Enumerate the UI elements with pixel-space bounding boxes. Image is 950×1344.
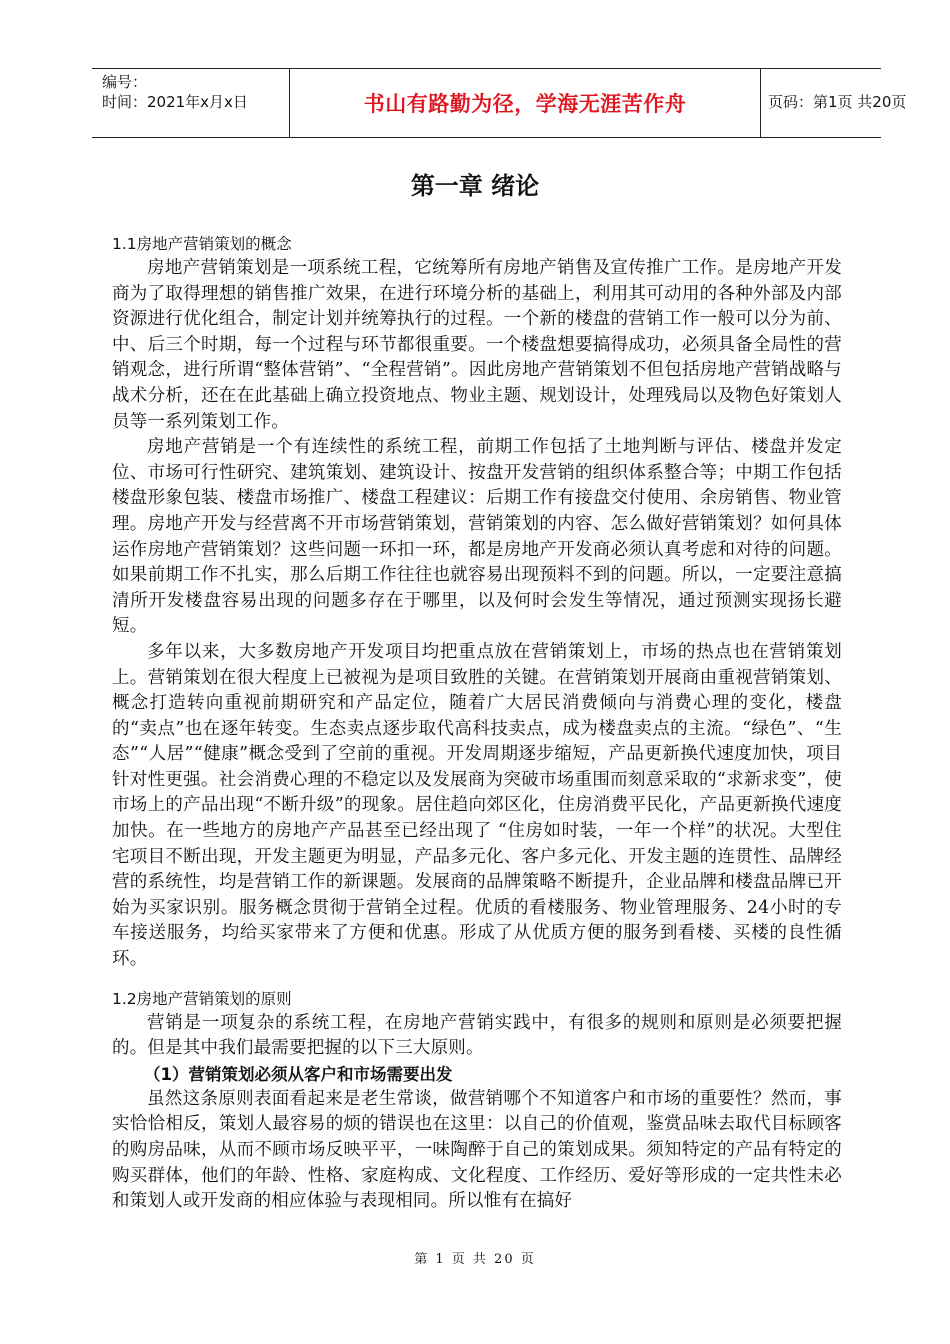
- header-motto: 书山有路勤为径，学海无涯苦作舟: [363, 92, 687, 116]
- chapter-title: 第一章 绪论: [410, 172, 540, 200]
- document-time-label: 时间：2021年x月x日: [102, 93, 248, 111]
- header-meta-cell: [92, 69, 289, 137]
- section-gap: [112, 973, 842, 989]
- section-heading-1-2: 1.2房地产营销策划的原则: [112, 989, 292, 1008]
- document-header: [92, 68, 907, 138]
- paragraph: 房地产营销策划是一项系统工程，它统筹所有房地产销售及宣传推广工作。是房地产开发商为了取得理想的销售推广效果，在进行环境分析的基础上，利用其可动用的各种外部及内部资源进行优化组合，制定计划并统筹执行的过程。一个新的楼盘的营销工作一般可以分为前、中、后三个时期，每一个过程与环节都很重要。一个楼盘想要搞得成功，必须具备全局性的营销观念，进行所谓“整体营销”、“全程营销”。因此房地产营销策划不但包括房地产营销战略与战术分析，还在在此基础上确立投资地点、物业主题、规划设计，处理残局以及物色好策划人员等一系列策划工作。: [112, 258, 842, 432]
- paragraph: 虽然这条原则表面看起来是老生常谈，做营销哪个不知道客户和市场的重要性？然而，事实恰恰相反，策划人最容易的烦的错误也在这里：以自己的价值观，鉴赏品味去取代目标顾客的购房品味，从而不顾市场反映平平，一味陶醉于自己的策划成果。须知特定的产品有特定的购买群体，他们的年龄、性格、家庭构成、文化程度、工作经历、爱好等形成的一定共性未必和策划人或开发商的相应体验与表现相同。所以惟有在搞好: [112, 1088, 842, 1212]
- header-page-cell: [760, 69, 907, 137]
- paragraph: 房地产营销是一个有连续性的系统工程，前期工作包括了土地判断与评估、楼盘并发定位、市场可行性研究、建筑策划、建筑设计、按盘开发营销的组织体系整合等；中期工作包括楼盘形象包装、楼盘市场推广、楼盘工程建议：后期工作有接盘交付使用、余房销售、物业管理。房地产开发与经营离不开市场营销策划，营销策划的内容、怎么做好营销策划？如何具体运作房地产营销策划？这些问题一环扣一环，都是房地产开发商必须认真考虑和对待的问题。如果前期工作不扎实，那么后期工作往往也就容易出现预料不到的问题。所以，一定要注意搞清所开发楼盘容易出现的问题多存在于哪里，以及何时会发生等情况，通过预测实现扬长避短。: [112, 437, 842, 637]
- header-page-code: 页码：第1页 共20页: [768, 93, 907, 111]
- page-footer: 第 1 页 共 20 页: [414, 1252, 536, 1267]
- subsection-heading: （1）营销策划必须从客户和市场需要出发: [144, 1064, 453, 1084]
- document-body: [112, 234, 842, 1215]
- document-number-label: 编号：: [102, 73, 148, 91]
- section-heading-1-1: 1.1房地产营销策划的概念: [112, 235, 292, 253]
- header-motto-cell: [289, 69, 761, 137]
- paragraph: 营销是一项复杂的系统工程，在房地产营销实践中，有很多的规则和原则是必须要把握的。但是其中我们最需要把握的以下三大原则。: [112, 1012, 842, 1059]
- paragraph: 多年以来，大多数房地产开发项目均把重点放在营销策划上，市场的热点也在营销策划上。营销策划在很大程度上已被视为是项目致胜的关键。在营销策划开展商由重视营销策划、概念打造转向重视前期研究和产品定位，随着广大居民消费倾向与消费心理的变化，楼盘的“卖点”也在逐年转变。生态卖点逐步取代高科技卖点，成为楼盘卖点的主流。“绿色”、“生态”“人居”“健康”概念受到了空前的重视。开发周期逐步缩短，产品更新换代速度加快，项目针对性更强。社会消费心理的不稳定以及发展商为突破市场重围而刻意采取的“求新求变”，使市场上的产品出现“不断升级”的现象。居住趋向郊区化，住房消费平民化，产品更新换代速度加快。在一些地方的房地产产品甚至已经出现了 “住房如时装，一年一个样”的状况。大型住宅项目不断出现，开发主题更为明显，产品多元化、客户多元化、开发主题的连贯性、品牌经营的系统性，均是营销工作的新课题。发展商的品牌策略不断提升，企业品牌和楼盘品牌已开始为买家识别。服务概念贯彻于营销全过程。优质的看楼服务、物业管理服务、24小时的专车接送服务，均给买家带来了方便和优惠。形成了从优质方便的服务到看楼、买楼的良性循环。: [112, 641, 842, 970]
